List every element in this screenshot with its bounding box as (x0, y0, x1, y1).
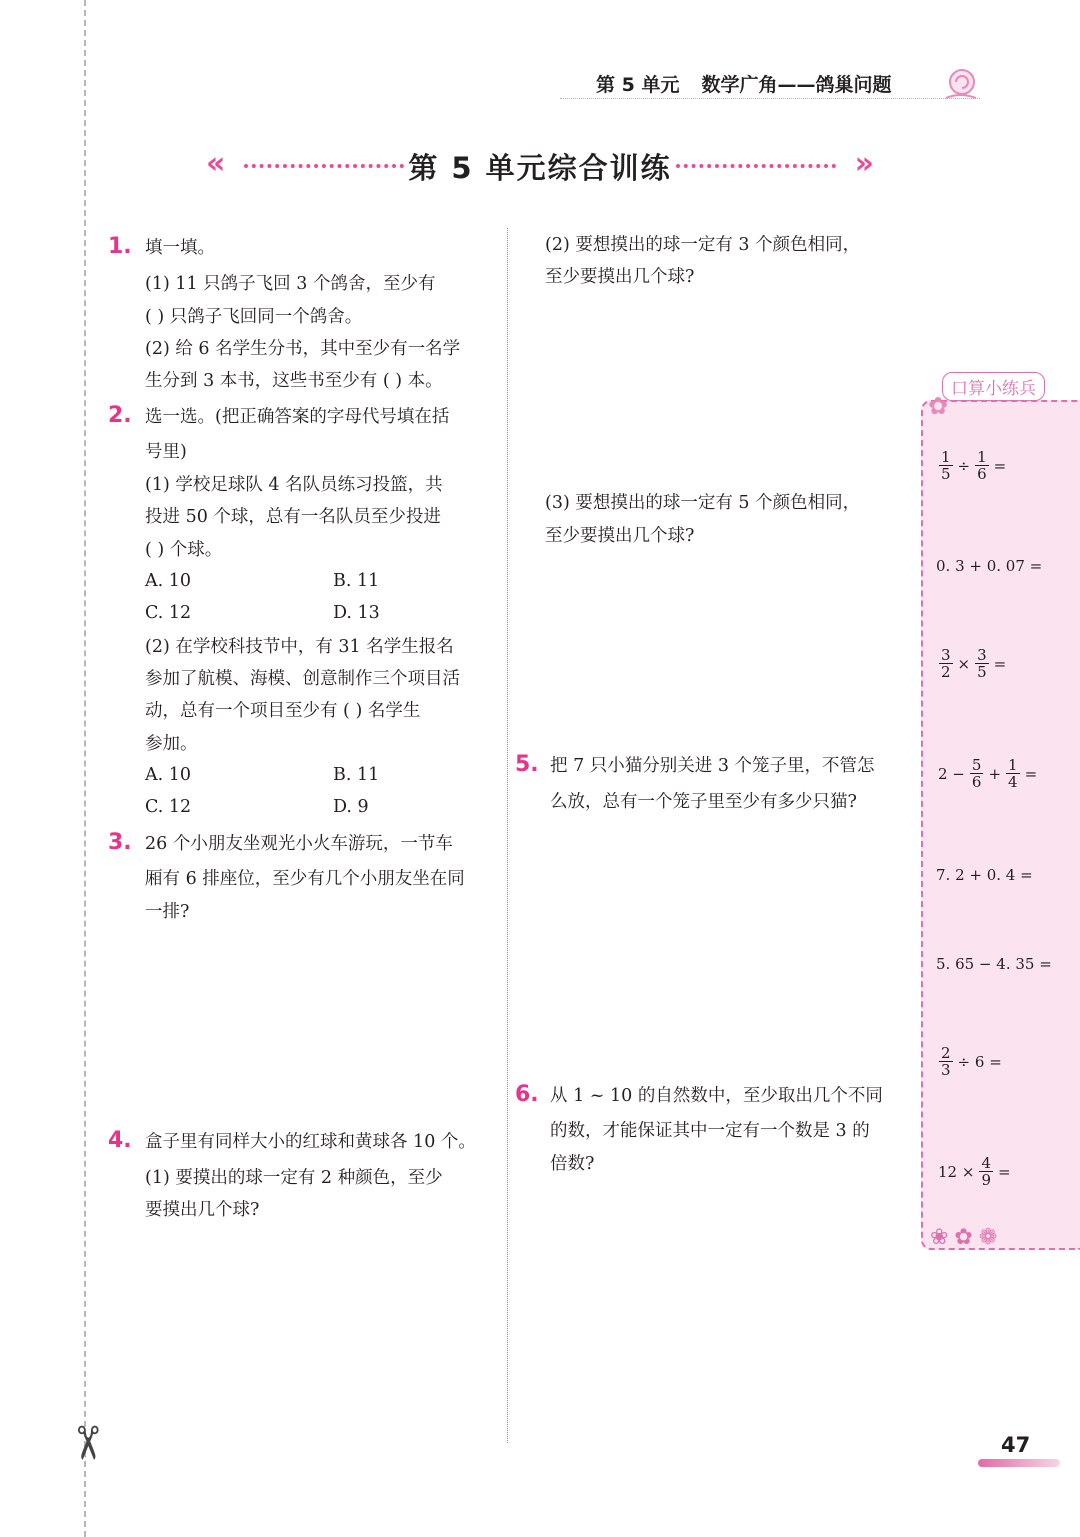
question-1-part1-line2: ( ) 只鸽子飞回同一个鸽舍。 (145, 307, 363, 327)
option-b: B. 11 (333, 571, 380, 591)
question-2-part1-line2: 投进 50 个球，总有一名队员至少投进 (145, 507, 441, 527)
title-dots-right (676, 164, 836, 168)
question-2-number: 2. (108, 403, 132, 428)
question-2-part2-line4: 参加。 (145, 734, 198, 754)
question-2-part2-line3: 动，总有一个项目至少有 ( ) 名学生 (145, 701, 421, 721)
calc-item-7: $\frac{2}{3}$ ÷ 6 = (941, 1044, 1002, 1079)
question-4-part1-line1: (1) 要摸出的球一定有 2 种颜色，至少 (145, 1168, 443, 1188)
option-c: C. 12 (145, 603, 192, 623)
option-d: D. 9 (333, 797, 369, 817)
calc-item-3: $\frac{3}{2}$ × $\frac{3}{5}$ = (941, 646, 1007, 681)
question-4-part2-line1: (2) 要想摸出的球一定有 3 个颜色相同， (545, 235, 861, 255)
question-3-line1: 26 个小朋友坐观光小火车游玩，一节车 (145, 834, 453, 854)
question-6-line2: 的数，才能保证其中一定有一个数是 3 的 (550, 1121, 870, 1141)
header-unit: 第 5 单元 (596, 74, 680, 96)
option-a: A. 10 (145, 765, 192, 785)
question-5-line1: 把 7 只小猫分别关进 3 个笼子里，不管怎 (550, 756, 875, 776)
calc-item-6: 5. 65 − 4. 35 = (936, 955, 1052, 973)
calc-item-4: 2 − $\frac{5}{6}$ + $\frac{1}{4}$ = (938, 756, 1038, 791)
question-4-number: 4. (108, 1128, 132, 1153)
question-2-stem-line1: 选一选。(把正确答案的字母代号填在括 (145, 407, 450, 427)
question-3-line3: 一排? (145, 902, 190, 922)
mental-math-panel (921, 400, 1080, 1250)
question-2-part2-line1: (2) 在学校科技节中，有 31 名学生报名 (145, 637, 454, 657)
cut-line (84, 0, 86, 1537)
question-6-line3: 倍数? (550, 1154, 595, 1174)
double-chevron-left-icon: « (206, 146, 226, 181)
question-2-part1-line1: (1) 学校足球队 4 名队员练习投篮，共 (145, 475, 443, 495)
question-1-part1-line1: (1) 11 只鸽子飞回 3 个鸽舍，至少有 (145, 274, 436, 294)
calc-item-2: 0. 3 + 0. 07 = (936, 557, 1043, 575)
mental-math-title: 口算小练兵 (942, 372, 1045, 401)
double-chevron-right-icon: » (854, 146, 874, 181)
question-1-part2-line1: (2) 给 6 名学生分书，其中至少有一名学 (145, 339, 461, 359)
question-1-number: 1. (108, 234, 132, 259)
question-3-number: 3. (108, 830, 132, 855)
calc-item-8: 12 × $\frac{4}{9}$ = (938, 1154, 1011, 1189)
header-topic: 数学广角——鸽巢问题 (701, 74, 892, 96)
question-4-part3-line1: (3) 要想摸出的球一定有 5 个颜色相同， (545, 493, 861, 513)
question-2-part1-line3: ( ) 个球。 (145, 540, 223, 560)
question-2-stem-line2: 号里) (145, 442, 187, 462)
option-c: C. 12 (145, 797, 192, 817)
flower-icon: ✿ (928, 392, 949, 420)
page-number: 47 (1001, 1433, 1031, 1457)
calc-item-5: 7. 2 + 0. 4 = (936, 866, 1033, 884)
question-4-part2-line2: 至少要摸出几个球? (545, 267, 695, 287)
page-header (596, 70, 913, 97)
page-number-bar (978, 1459, 1060, 1467)
question-6-number: 6. (515, 1082, 539, 1107)
question-1-part2-line2: 生分到 3 本书，这些书至少有 ( ) 本。 (145, 371, 443, 391)
scissors-icon: ✂ (60, 1423, 115, 1463)
question-4-part3-line2: 至少要摸出几个球? (545, 526, 695, 546)
page-title: 第 5 单元综合训练 (408, 151, 672, 185)
title-row (200, 140, 880, 192)
question-2-part2-line2: 参加了航模、海模、创意制作三个项目活 (145, 669, 460, 689)
option-a: A. 10 (145, 571, 192, 591)
question-1-stem: 填一填。 (145, 238, 215, 258)
question-4-part1-line2: 要摸出几个球? (145, 1200, 260, 1220)
question-5-line2: 么放，总有一个笼子里至少有多少只猫? (550, 792, 857, 812)
mushroom-deco-icon: ❀✿❁ (930, 1225, 1004, 1250)
option-d: D. 13 (333, 603, 380, 623)
question-5-number: 5. (515, 752, 539, 777)
column-divider (507, 228, 508, 1443)
question-6-line1: 从 1 ~ 10 的自然数中，至少取出几个不同 (550, 1086, 883, 1106)
question-4-stem: 盒子里有同样大小的红球和黄球各 10 个。 (145, 1132, 476, 1152)
snail-deco-icon (940, 64, 980, 104)
calc-item-1: $\frac{1}{5}$ ÷ $\frac{1}{6}$ = (941, 448, 1007, 483)
header-underline (560, 98, 980, 99)
question-3-line2: 厢有 6 排座位，至少有几个小朋友坐在同 (145, 869, 465, 889)
option-b: B. 11 (333, 765, 380, 785)
